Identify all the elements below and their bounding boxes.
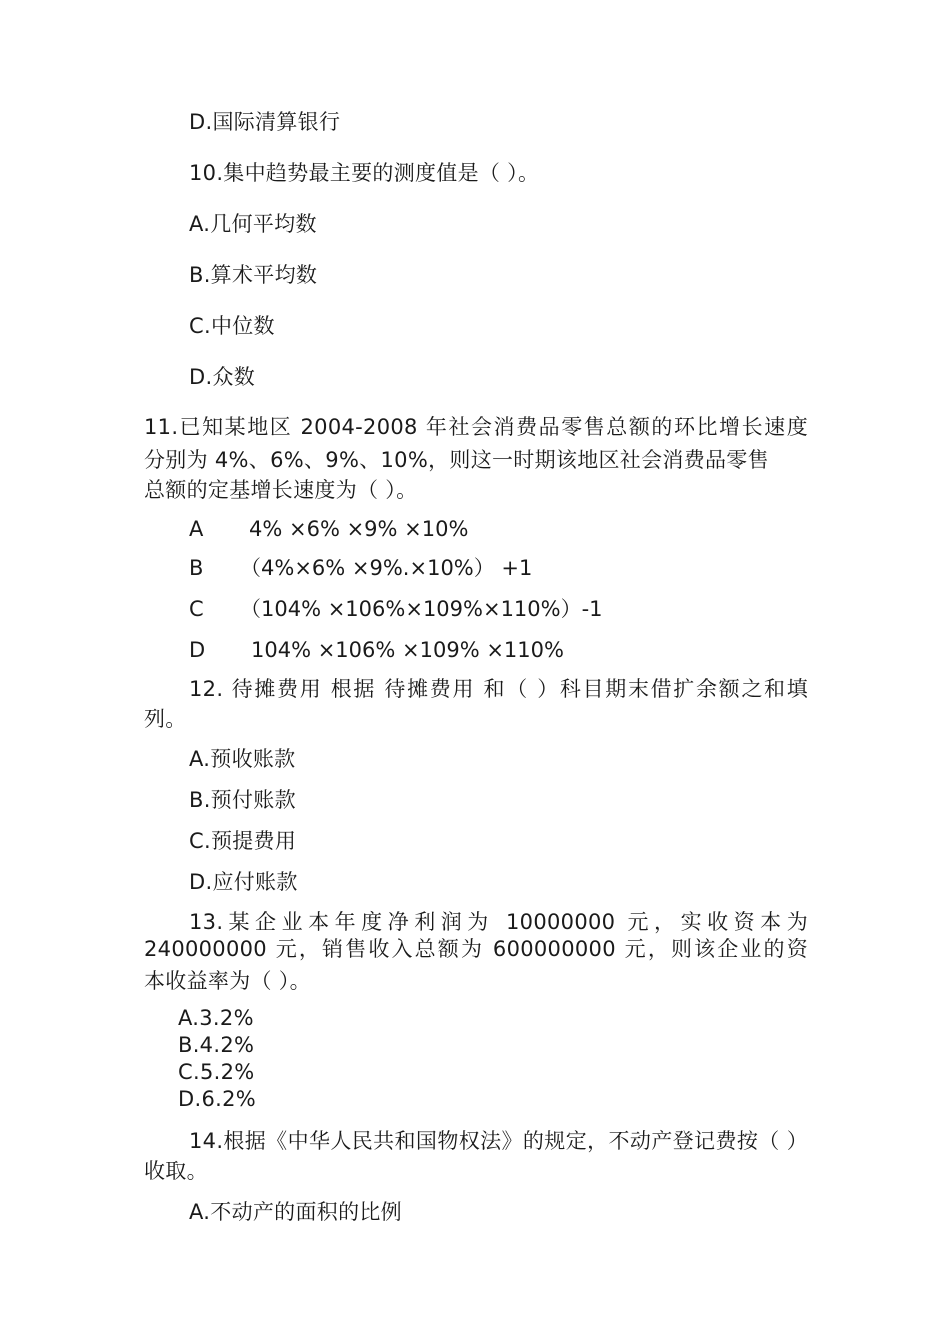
q14-option-a: A.不动产的面积的比例 xyxy=(189,1200,402,1224)
q12-option-c: C.预提费用 xyxy=(189,829,297,853)
q13-option-c: C.5.2% xyxy=(178,1060,255,1084)
question-12-line-1: 12. 待摊费用 根据 待摊费用 和（ ）科目期末借扩余额之和填 xyxy=(189,677,808,701)
q11-option-a-value: 4% ×6% ×9% ×10% xyxy=(249,517,469,541)
q10-option-b: B.算术平均数 xyxy=(189,263,318,287)
q12-option-b: B.预付账款 xyxy=(189,788,296,812)
question-12-line-2: 列。 xyxy=(144,707,187,731)
q11-option-c-letter: C xyxy=(189,597,204,621)
question-11-line-1: 11.已知某地区 2004-2008 年社会消费品零售总额的环比增长速度 xyxy=(144,415,808,439)
question-11-line-3: 总额的定基增长速度为（ ）。 xyxy=(144,478,418,502)
question-13-line-2: 240000000 元，销售收入总额为 600000000 元，则该企业的资 xyxy=(144,937,808,961)
q11-option-d-letter: D xyxy=(189,638,206,662)
q11-option-b-value: （4%×6% ×9%.×10%） +1 xyxy=(240,556,533,580)
q12-option-d: D.应付账款 xyxy=(189,870,298,894)
option-d-intl-settlement: D.国际清算银行 xyxy=(189,110,341,134)
q11-option-b-letter: B xyxy=(189,556,204,580)
question-11-line-2: 分别为 4%、6%、9%、10%，则这一时期该地区社会消费品零售 xyxy=(144,448,769,472)
q10-option-a: A.几何平均数 xyxy=(189,212,317,236)
q10-option-c: C.中位数 xyxy=(189,314,275,338)
question-13-line-3: 本收益率为（ ）。 xyxy=(144,969,311,993)
q12-option-a: A.预收账款 xyxy=(189,747,296,771)
q11-option-a-letter: A xyxy=(189,517,204,541)
q11-option-d-value: 104% ×106% ×109% ×110% xyxy=(251,638,564,662)
question-13-line-1: 13.某企业本年度净利润为 10000000 元，实收资本为 xyxy=(189,910,808,934)
question-10: 10.集中趋势最主要的测度值是（ ）。 xyxy=(189,161,540,185)
q13-option-b: B.4.2% xyxy=(178,1033,255,1057)
question-14-line-2: 收取。 xyxy=(144,1159,208,1183)
q13-option-a: A.3.2% xyxy=(178,1006,254,1030)
q10-option-d: D.众数 xyxy=(189,365,256,389)
question-14-line-1: 14.根据《中华人民共和国物权法》的规定，不动产登记费按（ ） xyxy=(189,1129,808,1153)
q11-option-c-value: （104% ×106%×109%×110%）-1 xyxy=(240,597,603,621)
q13-option-d: D.6.2% xyxy=(178,1087,256,1111)
